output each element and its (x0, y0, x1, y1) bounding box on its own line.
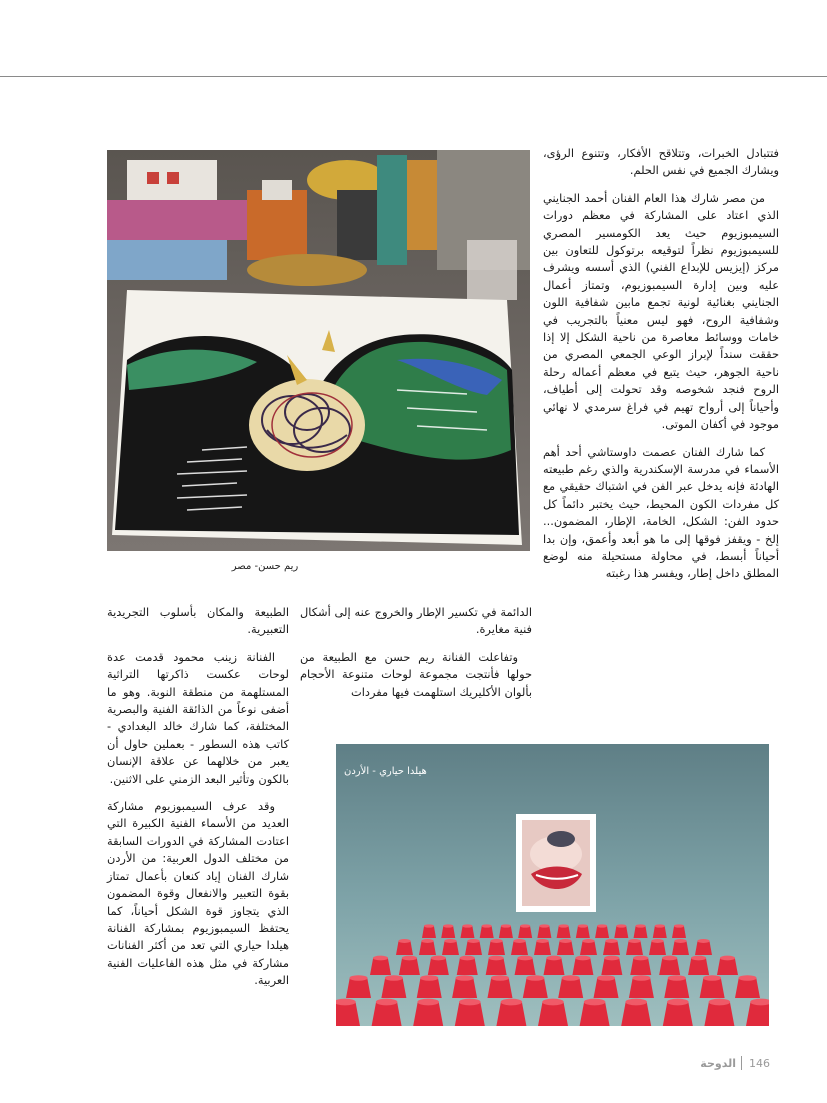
cinema-seat (370, 958, 391, 975)
cinema-seat-top (691, 956, 706, 961)
cinema-seat (557, 926, 571, 938)
cinema-seat (419, 941, 436, 955)
cinema-seat-top (559, 939, 571, 943)
cinema-seat-top (597, 924, 607, 927)
cinema-seat (576, 926, 590, 938)
painting-photo (107, 150, 530, 551)
cinema-seat (621, 1002, 651, 1026)
cinema-seat (518, 926, 532, 938)
cinema-seat-top (536, 939, 548, 943)
cinema-seat (417, 978, 442, 998)
page-number: 146 (749, 1057, 770, 1070)
cinema-seat-top (520, 924, 530, 927)
cinema-seat-top (605, 939, 617, 943)
cinema-seat (735, 978, 760, 998)
cinema-artwork-illustration (336, 744, 769, 1026)
cinema-seat-top (373, 956, 388, 961)
cinema-seat-top (628, 939, 640, 943)
cinema-seat-top (720, 956, 735, 961)
cinema-seat (465, 941, 482, 955)
cinema-seat (511, 941, 528, 955)
cinema-seat-top (604, 956, 619, 961)
cinema-seat-top (578, 924, 588, 927)
painting-caption: ريم حسن- مصر (231, 561, 299, 572)
cinema-seat-top (482, 924, 492, 927)
paragraph: الفنانة زينب محمود قدمت عدة لوحات عكست ذاكرتها التراثية المستلهمة من منطقة النوبة. وهو ما أضفى نوعاً من الذائقة الفنية والبصرية المختلفة، كما شارك خالد البغدادي - كاتب هذه السطور - بعملين حاول أن يعبر من خلالهما عن علاقة الإنسان بالكون وتأثير البعد الزمني على الاثنين. (107, 649, 289, 786)
cinema-seat (486, 958, 507, 975)
cinema-seat-top (417, 999, 439, 1006)
cinema-seat (413, 1002, 443, 1026)
cinema-seat-top (674, 939, 686, 943)
cinema-seat-top (655, 924, 665, 927)
cinema-seat (595, 926, 609, 938)
cinema-seat (672, 926, 686, 938)
cinema-seat (496, 1002, 526, 1026)
cinema-seat (399, 958, 420, 975)
cinema-seat (614, 926, 628, 938)
cinema-seat (594, 978, 619, 998)
cinema-seat (695, 941, 712, 955)
cinema-seat-top (697, 939, 709, 943)
cinema-seat-top (584, 999, 606, 1006)
article-right-column (543, 145, 779, 593)
cinema-seat-top (376, 999, 398, 1006)
cinema-seat-top (402, 956, 417, 961)
cinema-seat (603, 941, 620, 955)
top-rule (0, 76, 827, 77)
cinema-seat-top (539, 924, 549, 927)
cinema-seat-top (398, 939, 410, 943)
article-left-column (107, 604, 289, 1000)
cinema-seat-top (443, 924, 453, 927)
cinema-seat-top (518, 956, 533, 961)
cinema-seat (626, 941, 643, 955)
cinema-seat (422, 926, 436, 938)
cinema-seat (441, 926, 455, 938)
cinema-seat-top (559, 924, 569, 927)
cinema-seat-top (542, 999, 564, 1006)
cinema-seat-top (625, 999, 647, 1006)
cinema-seat (442, 941, 459, 955)
cinema-seat-top (632, 975, 650, 981)
cinema-seat (346, 978, 371, 998)
cinema-seat (700, 978, 725, 998)
cinema-seat (487, 978, 512, 998)
article-middle-column (300, 604, 532, 711)
cinema-seat (381, 978, 406, 998)
cinema-seat-top (431, 956, 446, 961)
cinema-seat (488, 941, 505, 955)
cinema-seat-top (703, 975, 721, 981)
cinema-seat-top (501, 924, 511, 927)
paragraph: الطبيعة والمكان بأسلوب التجريدية التعبيرية. (107, 605, 289, 637)
cinema-seat (457, 958, 478, 975)
cinema-seat-top (491, 975, 509, 981)
cinema-seat (653, 926, 667, 938)
cinema-seat (372, 1002, 402, 1026)
paragraph: من مصر شارك هذا العام الفنان أحمد الجنايني الذي اعتاد على المشاركة في معظم دورات السيمبوزيوم حيث يعد الكومسير المصري للسيمبوزيوم نظراً لتوقيعه برتوكول للتعاون بين مركز (إيزيس للإبداع الفني) الذي أسسه ويشرف عليه وبين إدارة السيمبوزيوم، وتمتاز أعمال الجنايني بغنائية لونية تجمع مابين شفافية اللون وشفافية الروح، فهو ليس معنياً بالتجريب في خامات ووسائط معاصرة من ناحية الشكل إلا إذا حققت سنداً لإبراز الوعي الجمعي المصري من ناحية الجوهر، حيث يتبع في معظم أعماله رحلة الروح فنجد شخوصه وقد تحولت إلى أطياف، وأحياناً إلى أرواح تهيم في فراغ سرمدي لا نهائي موجود في أكفان الموتى. (543, 190, 779, 432)
cinema-seat (630, 958, 651, 975)
cinema-seat-top (424, 924, 434, 927)
cinema-seat-top (651, 939, 663, 943)
cinema-seat-top (667, 999, 689, 1006)
cinema-seat (557, 941, 574, 955)
paragraph: وقد عرف السيمبوزيوم مشاركة العديد من الأسماء الفنية الكبيرة التي اعتادت المشاركة في الدورات السابقة من مختلف الدول العربية: من الأردن شارك الفنان إياد كنعان بأعمال تمتاز بقوة التعبير والانفعال وقوة المضمون الذي يتجاوز قوة الشكل أحياناً، كما يحتفظ السيمبوزيوم بمشاركة الفنانة هيلدا حياري التي تعد من أكثر الفنانات مشاركة في مثل هذه الفاعليات الفنية العربية. (107, 799, 289, 988)
cinema-seat-top (489, 956, 504, 961)
cinema-seat-top (501, 999, 523, 1006)
cinema-seat (629, 978, 654, 998)
cinema-seat-top (444, 939, 456, 943)
cinema-seat (538, 1002, 568, 1026)
paragraph: كما شارك الفنان عصمت داوستاشي أحد أهم الأسماء في مدرسة الإسكندرية والذي رغم طبيعته الهادئة فإنه يدخل عبر الفن في اشتباك حقيقي مع كل مفردات الكون المحيط، حيث يختبر دائماً كل حدود الفن: الشكل، الخامة، الإطار، المضمون... إلخ - ويقفز فوقها إلى ما هو أبعد وأعمق، وإن بدا أحياناً أبسط، في محاولة مستحيلة منه لوضع المطلق داخل إطار، ويفسر هذا رغبته (543, 444, 779, 581)
cinema-seat-top (674, 924, 684, 927)
cinema-seat (499, 926, 513, 938)
cinema-seat (452, 978, 477, 998)
cinema-seat-top (467, 939, 479, 943)
cinema-seat (480, 926, 494, 938)
cinema-seat (580, 1002, 610, 1026)
cinema-seat-top (420, 975, 438, 981)
cinema-seat-top (513, 939, 525, 943)
cinema-seat (572, 958, 593, 975)
cinema-seat (664, 978, 689, 998)
paragraph: الدائمة في تكسير الإطار والخروج عنه إلى أشكال فنية مغايرة. (300, 605, 532, 637)
cinema-seat (704, 1002, 734, 1026)
cinema-seat-top (662, 956, 677, 961)
cinema-seat (534, 941, 551, 955)
cinema-seat-top (526, 975, 544, 981)
cinema-seat (428, 958, 449, 975)
cinema-seat (688, 958, 709, 975)
cinema-artwork-photo (336, 744, 769, 1026)
cinema-seat (634, 926, 648, 938)
cinema-seat (659, 958, 680, 975)
cinema-seat-top (546, 956, 561, 961)
cinema-seat-top (459, 999, 481, 1006)
cinema-seat (663, 1002, 693, 1026)
cinema-seat-top (616, 924, 626, 927)
cinema-seat (672, 941, 689, 955)
cinema-seat-top (562, 975, 580, 981)
cinema-seat-top (739, 975, 757, 981)
cinema-seat-top (633, 956, 648, 961)
painting-photo-illustration (107, 150, 530, 551)
cinema-seat-top (462, 924, 472, 927)
cinema-seat (717, 958, 738, 975)
cinema-seat (558, 978, 583, 998)
cinema-seat (537, 926, 551, 938)
page-footer (700, 1057, 770, 1073)
cinema-seat-top (350, 975, 368, 981)
magazine-name: الدوحة (700, 1057, 736, 1070)
cinema-seat-top (460, 956, 475, 961)
paragraph: وتفاعلت الفنانة ريم حسن مع الطبيعة من حولها فأنتجت مجموعة لوحات متنوعة الأحجام بألوان الأكليريك استلهمت فيها مفردات (300, 649, 532, 699)
cinema-seat-top (385, 975, 403, 981)
cinema-seat-top (582, 939, 594, 943)
cinema-seat-top (668, 975, 686, 981)
cinema-seat-top (709, 999, 731, 1006)
cinema-seat (515, 958, 536, 975)
cinema-seat (649, 941, 666, 955)
cinema-seat (396, 941, 413, 955)
cinema-seat-top (597, 975, 615, 981)
footer-divider (741, 1056, 742, 1070)
cinema-seat-top (421, 939, 433, 943)
cinema-seat (544, 958, 565, 975)
paragraph: فتتبادل الخبرات، وتتلاقح الأفكار، وتتنوع الرؤى، ويشارك الجميع في نفس الحلم. (543, 146, 779, 178)
cinema-seat (460, 926, 474, 938)
cinema-seat-top (575, 956, 590, 961)
cinema-seat-top (456, 975, 474, 981)
cinema-seat (601, 958, 622, 975)
cinema-caption: هيلدا حياري - الأردن (344, 766, 427, 777)
cinema-seat-top (635, 924, 645, 927)
cinema-seat (523, 978, 548, 998)
cinema-seat-top (490, 939, 502, 943)
cinema-seat (580, 941, 597, 955)
cinema-seat (455, 1002, 485, 1026)
